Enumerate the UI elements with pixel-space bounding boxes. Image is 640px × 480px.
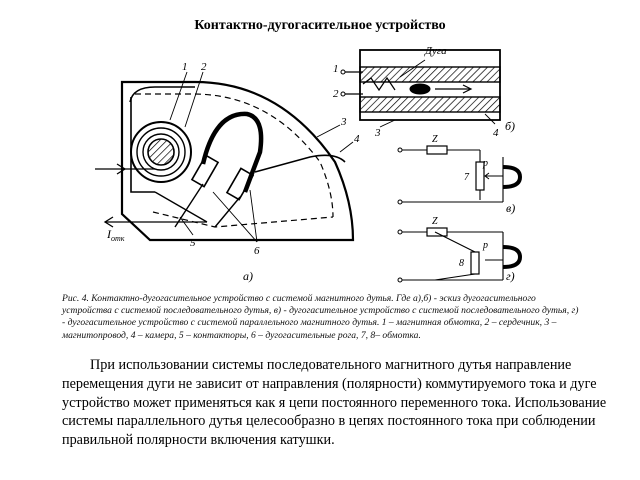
panel-a-drawing [95, 72, 353, 242]
panel-v-drawing [398, 146, 520, 204]
panel-g-label: г) [506, 269, 515, 283]
body-paragraph: При использовании системы последовательного магнитного дутья направление перемещения дуги не зависит от направления (полярности) коммутируемого тока и дуге устройство может применяться как я цепи постоянного переменного тока. Использование системы параллельного дутья целесообразно в цепях постоянного тока при соблюдении правильной полярности включения катушки. [62, 357, 607, 449]
label-2-b: 2 [333, 88, 339, 100]
label-1-a: 1 [182, 61, 188, 73]
z-label-v: Z [432, 134, 438, 145]
arc-label: Дуга [425, 45, 447, 57]
arc-chute-figure [95, 42, 555, 287]
label-1-b: 1 [333, 63, 339, 75]
label-2-a: 2 [201, 61, 207, 73]
label-6-a: 6 [254, 245, 260, 257]
label-7: 7 [464, 172, 469, 183]
slide-title: Контактно-дугогасительное устройство [194, 18, 446, 33]
p-label-v: p [483, 158, 488, 169]
current-label: $I_{отк}$ [107, 227, 125, 243]
panel-b-label: б) [505, 119, 516, 133]
panel-a-label: а) [243, 269, 253, 283]
label-4-b: 4 [493, 127, 499, 139]
label-4-a: 4 [354, 133, 360, 145]
label-5-a: 5 [190, 237, 196, 249]
label-8: 8 [459, 258, 464, 269]
label-3-b: 3 [375, 127, 381, 139]
figure-caption: Рис. 4. Контактно-дугогасительное устройство с системой магнитного дутья. Где а),б) - эскиз дугогасительного устройства с системой последовательного дутья, в) - дугогасительное устройство с системой последовательного дутья, г) - дугогасительное устройство с системой параллельного магнитного дутья. 1 – магнитная обмотка, 2 – сердечник, 3 – магнитопровод, 4 – камера, 5 – контакторы, 6 – дугогасительные рога, 7, 8– обмотка. [62, 293, 579, 341]
panel-v-label: в) [506, 201, 516, 215]
z-label-g: Z [432, 216, 438, 227]
label-3-a: 3 [341, 116, 347, 128]
p-label-g: p [483, 240, 488, 251]
panel-b-drawing [341, 50, 500, 127]
panel-g-drawing [398, 228, 520, 282]
